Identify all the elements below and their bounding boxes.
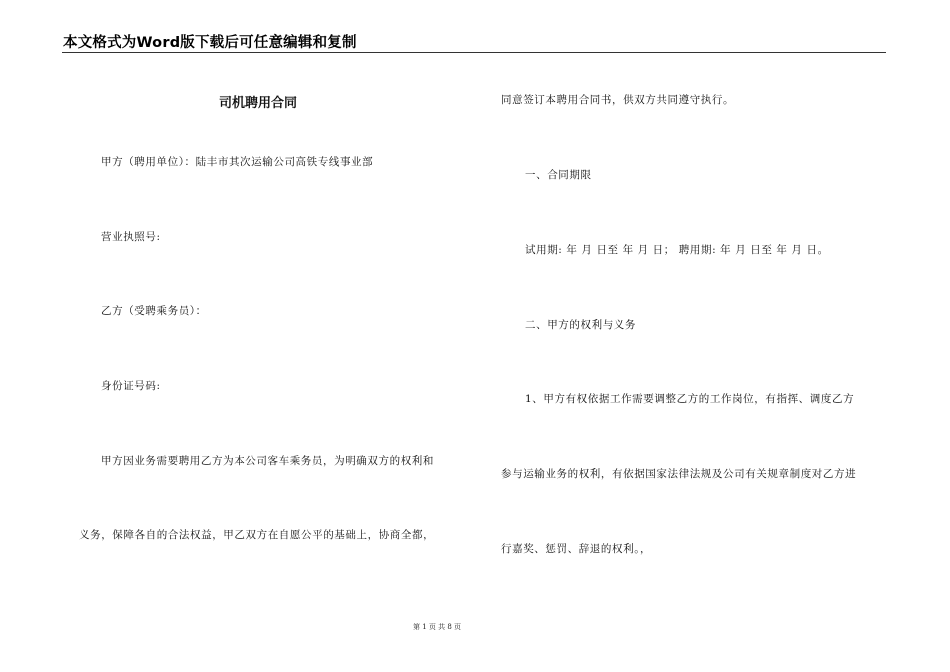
clause-1-line-2: 参与运输业务的权利，有依据国家法律法规及公司有关规章制度对乙方进 (501, 468, 857, 480)
document-title: 司机聘用合同 (219, 96, 298, 111)
preamble-line-3: 同意签订本聘用合同书，供双方共同遵守执行。 (501, 94, 735, 106)
section-party-a-rights: 二、甲方的权利与义务 (525, 319, 636, 331)
banner-divider (62, 52, 886, 53)
page-indicator: 第 1 页 共 8 页 (413, 623, 462, 631)
party-b-line: 乙方（受聘乘务员）： (101, 305, 207, 317)
probation-period-line: 试用期: 年 月 日至 年 月 日； 聘用期: 年 月 日至 年 月 日。 (525, 244, 829, 256)
section-contract-term: 一、合同期限 (525, 169, 592, 181)
clause-1-line-1: 1、甲方有权依据工作需要调整乙方的工作岗位，有指挥、调度乙方 (525, 393, 855, 405)
id-number-line: 身份证号码: (101, 380, 161, 392)
clause-1-line-3: 行嘉奖、惩罚、辞退的权利。， (501, 543, 652, 555)
preamble-line-2: 义务，保障各自的合法权益，甲乙双方在自愿公平的基础上，协商全都， (79, 529, 435, 541)
party-a-line: 甲方（聘用单位）：陆丰市其次运输公司高铁专线事业部 (101, 156, 374, 168)
business-license-line: 营业执照号: (101, 231, 161, 243)
preamble-line-1: 甲方因业务需要聘用乙方为本公司客车乘务员，为明确双方的权利和 (101, 455, 434, 467)
document-banner: 本文格式为Word版下载后可任意编辑和复制 (63, 35, 357, 51)
